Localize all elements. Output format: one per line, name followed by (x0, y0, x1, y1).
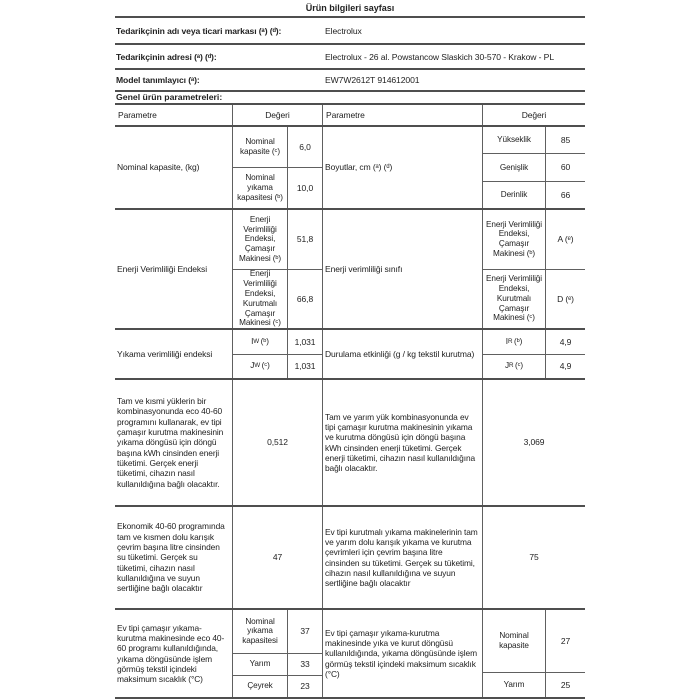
param-label: Enerji Verimliliği Endeksi (117, 263, 207, 274)
param-label: Ev tipi çamaşır yıkama-kurutma makinesinde yıka ve kurut döngüsü kullanıldığında, yıkama döngüsünde işlem görmüş tekstil içindeki maksimum sıcaklık (°C) (322, 610, 482, 697)
sub-param-name: Yükseklik (497, 135, 531, 145)
sub-row (233, 210, 322, 269)
value-stack (482, 127, 585, 208)
param-label: Enerji verimliliği sınıfı (322, 210, 482, 328)
value-stack (482, 380, 585, 505)
supplier-name-value: Electrolux (325, 25, 362, 36)
sub-param-name: Enerji Verimliliği Endeksi, Çamaşır Makinesi (ᵇ) (486, 219, 542, 259)
index-symbol: J R (ᶜ) (504, 361, 524, 371)
sub-param-name: Enerji Verimliliği Endeksi, Çamaşır Makinesi (ᵇ) (239, 214, 281, 263)
sub-row (483, 354, 585, 379)
sub-param-name: Yarım (503, 680, 525, 690)
symbol-note: (ᶜ) (514, 361, 524, 371)
header-value-right: Değeri (482, 105, 585, 125)
param-label: Nominal kapasite, (kg) (117, 162, 200, 173)
sub-row (483, 610, 585, 672)
param-label: Yıkama verimliliği endeksi (117, 348, 213, 359)
model-identifier-label: Model tanımlayıcı (ᵃ): (116, 75, 200, 85)
model-identifier-row (115, 70, 585, 92)
param-value: 33 (287, 654, 322, 675)
param-value: 47 (272, 552, 283, 563)
sub-row (233, 380, 322, 505)
sub-row (233, 653, 322, 675)
symbol-base: I (251, 336, 254, 346)
index-symbol: J W (ᶜ) (250, 361, 270, 371)
param-label: Tam ve kısmi yüklerin bir kombinasyonunda eco 40-60 programını kullanarak, ev tipi çamaşır kurutma makinesinin yıkama döngüsü için döngü başına kWh cinsinden enerji tüketimi. Gerçek enerji tüketimi, cihazın nasıl kullanıldığına bağlı olacaktır. (117, 396, 224, 489)
sub-row (483, 507, 585, 608)
param-label: Boyutlar, cm (ᵃ) (ᵈ) (322, 127, 482, 208)
value-stack (232, 380, 322, 505)
product-info-sheet (115, 0, 585, 699)
param-value: 6,0 (287, 127, 322, 167)
value-stack (482, 507, 585, 608)
model-identifier-value: EW7W2612T 914612001 (325, 75, 420, 85)
sub-param-name: Nominal yıkama kapasitesi (242, 616, 278, 646)
sub-row (483, 181, 585, 208)
param-value: 10,0 (287, 168, 322, 208)
value-stack (232, 507, 322, 608)
sub-row (233, 610, 322, 653)
general-parameters-heading: Genel ürün parametreleri: (116, 92, 223, 102)
supplier-name-row (115, 18, 585, 45)
header-parameter-left: Parametre (118, 109, 157, 120)
table-header-row (115, 105, 585, 127)
sub-row (483, 330, 585, 354)
value-stack (482, 610, 585, 697)
param-value: 4,9 (545, 355, 585, 379)
param-value: 23 (287, 676, 322, 697)
value-stack (232, 330, 322, 378)
index-symbol: I R (ᵇ) (505, 336, 523, 346)
param-value: D (ᵉ) (545, 270, 585, 329)
row-energy-efficiency (115, 210, 585, 330)
sub-row (483, 210, 585, 269)
supplier-address-label: Tedarikçinin adresi (ᵃ) (ᵈ): (116, 51, 217, 62)
sub-param-name: Genişlik (499, 162, 529, 172)
supplier-address-row (115, 45, 585, 70)
header-parameter-right: Parametre (322, 105, 482, 125)
sub-row (483, 269, 585, 329)
param-value: A (ᵉ) (545, 210, 585, 269)
sub-param-name: Yarım (249, 659, 271, 669)
row-nominal-capacity (115, 127, 585, 210)
sub-param-name: Nominal kapasite (ᶜ) (240, 137, 280, 156)
symbol-base: J (250, 361, 255, 371)
row-energy-consumption (115, 380, 585, 507)
sub-param-name: Nominal yıkama kapasitesi (ᵇ) (237, 173, 283, 202)
sub-row (483, 153, 585, 180)
value-stack (232, 210, 322, 328)
sub-row (233, 507, 322, 608)
param-value: 66,8 (287, 270, 322, 329)
param-value: 25 (545, 673, 585, 697)
sub-row (483, 127, 585, 153)
value-stack (482, 330, 585, 378)
supplier-address-value: Electrolux - 26 al. Powstancow Slaskich 30-570 - Krakow - PL (325, 51, 554, 62)
param-value: 66 (545, 182, 585, 208)
page-title: Ürün bilgileri sayfası (305, 3, 395, 13)
param-label: Tam ve yarım yük kombinasyonunda ev tipi çamaşır kurutma makinesinin yıkama ve kurutma döngüsü için döngü başına kWh cinsinden enerji tüketimi. Gerçek enerji tüketimi, cihazın nasıl kullanıldığına bağlı olacaktır. (322, 380, 482, 505)
sub-param-name: Enerji Verimliliği Endeksi, Kurutmalı Çamaşır Makinesi (ᶜ) (239, 269, 281, 328)
sub-row (233, 354, 322, 379)
symbol-base: J (504, 361, 509, 371)
sub-row (483, 380, 585, 505)
sub-param-name: Derinlik (500, 189, 528, 199)
param-value: 1,031 (287, 330, 322, 354)
param-value: 27 (545, 610, 585, 672)
param-value: 60 (545, 154, 585, 180)
sub-param-name: Enerji Verimliliği Endeksi, Kurutmalı Çamaşır Makinesi (ᶜ) (486, 274, 542, 323)
param-label: Ev tipi çamaşır yıkama-kurutma makinesinde eco 40-60 programı kullanıldığında, yıkama döngüsünde işlem görmüş tekstil içindeki maksimum sıcaklık (°C) (117, 622, 225, 685)
sub-param-name: Çeyrek (247, 681, 273, 691)
supplier-name-label: Tedarikçinin adı veya ticari markası (ᵃ) (ᵈ): (116, 25, 282, 36)
symbol-note: (ᵇ) (513, 336, 523, 346)
row-water-consumption (115, 507, 585, 610)
sub-row (233, 127, 322, 167)
param-value: 37 (287, 610, 322, 653)
symbol-base: I (505, 336, 508, 346)
param-value: 51,8 (287, 210, 322, 269)
row-max-temperature (115, 610, 585, 699)
param-label: Durulama etkinliği (g / kg tekstil kurutma) (322, 330, 482, 378)
header-value-left: Değeri (232, 105, 322, 125)
param-label: Ekonomik 40-60 programında tam ve kısmen dolu karışık çevrim başına litre cinsinden su tüketimi. Gerçek su tüketimi, cihazın nasıl kullanıldığına ve suyun sertliğine bağlı olacaktır (117, 521, 225, 594)
sub-row (233, 167, 322, 208)
value-stack (482, 210, 585, 328)
row-washing-efficiency (115, 330, 585, 380)
param-value: 0,512 (267, 437, 288, 448)
value-stack (232, 610, 322, 697)
sub-row (233, 675, 322, 697)
param-value: 4,9 (545, 330, 585, 354)
sub-row (483, 672, 585, 697)
general-parameters-table (115, 103, 585, 699)
value-stack (232, 127, 322, 208)
symbol-note: (ᶜ) (261, 361, 270, 371)
sub-param-name: Nominal kapasite (499, 631, 529, 651)
index-symbol: I W (ᵇ) (251, 336, 269, 346)
symbol-note: (ᵇ) (260, 336, 269, 346)
sub-row (233, 330, 322, 354)
param-value: 3,069 (523, 437, 545, 448)
param-value: 85 (545, 127, 585, 153)
sub-row (233, 269, 322, 329)
param-value: 75 (529, 552, 539, 563)
param-value: 1,031 (287, 355, 322, 379)
param-label: Ev tipi kurutmalı yıkama makinelerinin tam ve yarım dolu karışık yıkama ve kurutma çevrimleri için çevrim başına litre cinsinden su tüketimi. Gerçek su tüketimi, cihazın nasıl kullanıldığına ve suyun sertliğine bağlı olacaktır (322, 507, 482, 608)
